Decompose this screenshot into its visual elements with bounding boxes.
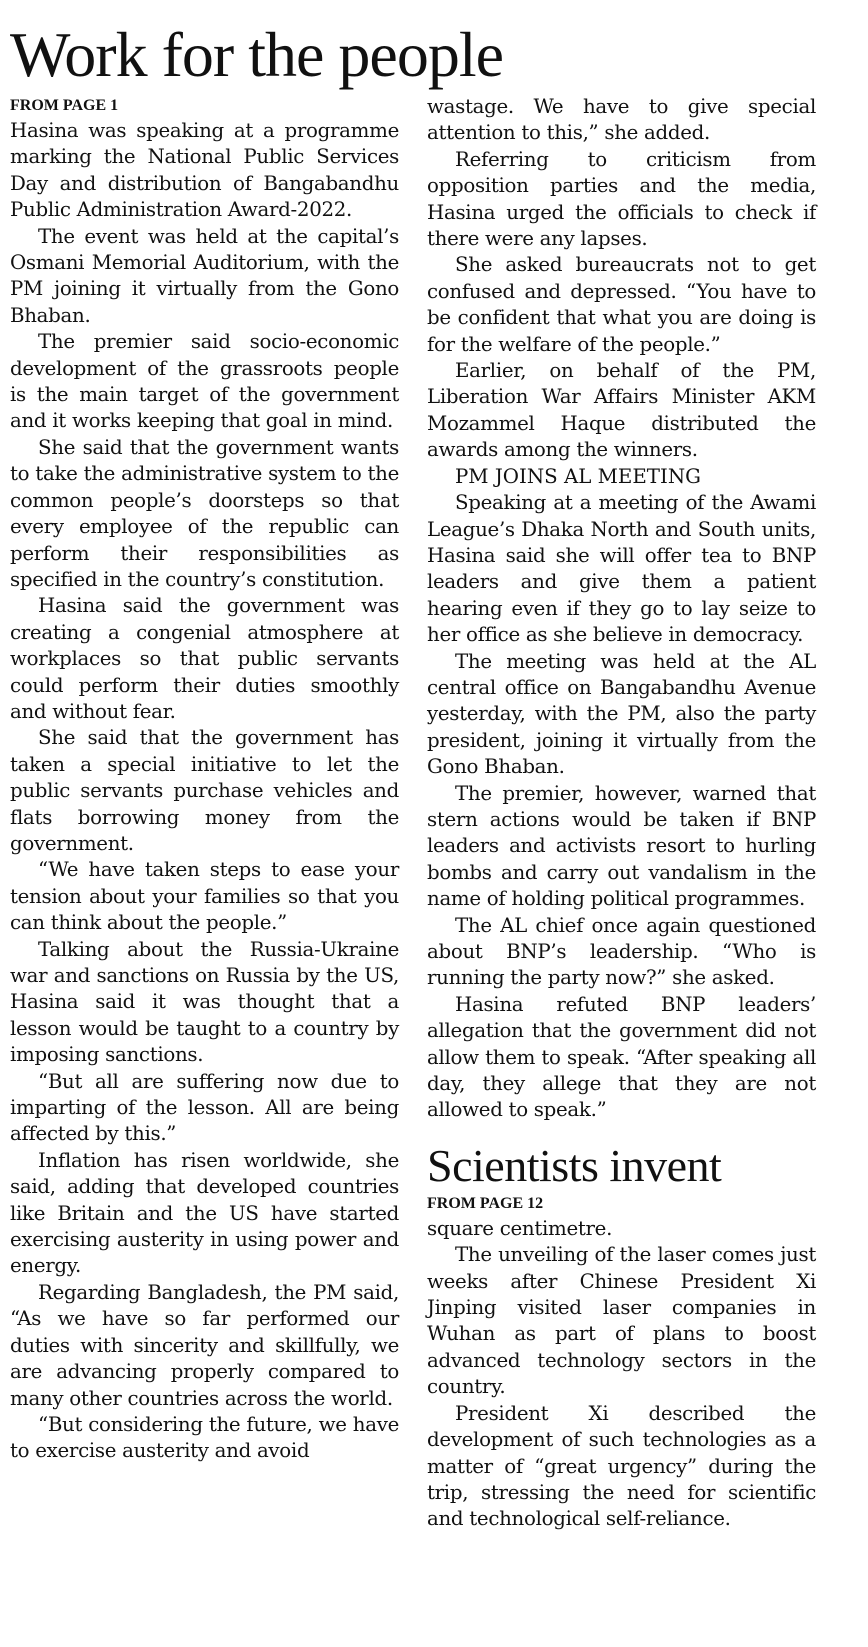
paragraph: She asked bureaucrats not to get confused and depressed. “You have to be confident that what you are doing is for the welfare of the people.”: [427, 253, 816, 356]
paragraph: “But considering the future, we have to exercise austerity and avoid: [10, 1412, 399, 1463]
paragraph: Inflation has risen worldwide, she said, adding that developed countries like Britain and the US have started exercising austerity in using power and energy.: [10, 1148, 399, 1278]
paragraph: The unveiling of the laser comes just weeks after Chinese President Xi Jinping visited laser companies in Wuhan as part of plans to boost advanced technology sectors in the country.: [427, 1243, 816, 1399]
paragraph: “We have taken steps to ease your tension about your families so that you can think about the people.”: [10, 858, 399, 935]
paragraph: The premier, however, warned that stern actions would be taken if BNP leaders and activists resort to hurling bombs and carry out vandalism in the name of holding political programmes.: [427, 781, 816, 911]
paragraph: “But all are suffering now due to imparting of the lesson. All are being affected by this.”: [10, 1069, 399, 1146]
continuation-kicker: FROM PAGE 12: [427, 1194, 544, 1212]
paragraph: The meeting was held at the AL central office on Bangabandhu Avenue yesterday, with the PM, also the party president, joining it virtually from the Gono Bhaban.: [427, 649, 816, 779]
article-headline: Work for the people: [10, 19, 503, 90]
section-subhead: PM JOINS AL MEETING: [455, 464, 701, 488]
paragraph: Speaking at a meeting of the Awami League’s Dhaka North and South units, Hasina said she will offer tea to BNP leaders and give them a patient hearing even if they go to lay seize to her office as she believe in democracy.: [427, 491, 816, 647]
paragraph: Referring to criticism from opposition parties and the media, Hasina urged the officials to check if there were any lapses.: [427, 147, 816, 251]
paragraph: Hasina said the government was creating a congenial atmosphere at workplaces so that public servants could perform their duties smoothly and without fear.: [10, 594, 399, 723]
paragraph: President Xi described the development of such technologies as a matter of “great urgency” during the trip, stressing the need for scientific and technological self-reliance.: [427, 1401, 816, 1531]
paragraph: Hasina was speaking at a programme marking the National Public Services Day and distribution of Bangabandhu Public Administration Award-2022.: [10, 119, 399, 222]
paragraph: The premier said socio-economic development of the grassroots people is the main target of the government and it works keeping that goal in mind.: [10, 330, 399, 433]
article-columns: [10, 94, 816, 1533]
paragraph: Earlier, on behalf of the PM, Liberation War Affairs Minister AKM Mozammel Haque distributed the awards among the winners.: [427, 359, 816, 462]
newspaper-page: [10, 0, 816, 1647]
column-left: [10, 94, 399, 1533]
paragraph: The event was held at the capital’s Osmani Memorial Auditorium, with the PM joining it virtually from the Gono Bhaban.: [10, 224, 399, 327]
column-right: [427, 94, 816, 1533]
paragraph: Talking about the Russia-Ukraine war and sanctions on Russia by the US, Hasina said it was thought that a lesson would be taught to a country by imposing sanctions.: [10, 937, 399, 1067]
paragraph: Regarding Bangladesh, the PM said, “As we have so far performed our duties with sincerity and skillfully, we are advancing properly compared to many other countries across the world.: [10, 1280, 399, 1410]
continuation-kicker: FROM PAGE 1: [10, 97, 119, 114]
paragraph: She said that the government has taken a special initiative to let the public servants purchase vehicles and flats borrowing money from the government.: [10, 726, 399, 855]
paragraph: square centimetre.: [427, 1216, 613, 1240]
paragraph: The AL chief once again questioned about BNP’s leadership. “Who is running the party now?” she asked.: [427, 913, 816, 990]
paragraph: wastage. We have to give special attention to this,” she added.: [427, 95, 816, 145]
paragraph: She said that the government wants to take the administrative system to the common people’s doorsteps so that every employee of the republic can perform their responsibilities as specified in the country’s constitution.: [10, 435, 399, 591]
paragraph: Hasina refuted BNP leaders’ allegation that the government did not allow them to speak. “After speaking all day, they allege that they are not allowed to speak.”: [427, 992, 816, 1122]
second-article-headline: Scientists invent: [427, 1139, 722, 1191]
